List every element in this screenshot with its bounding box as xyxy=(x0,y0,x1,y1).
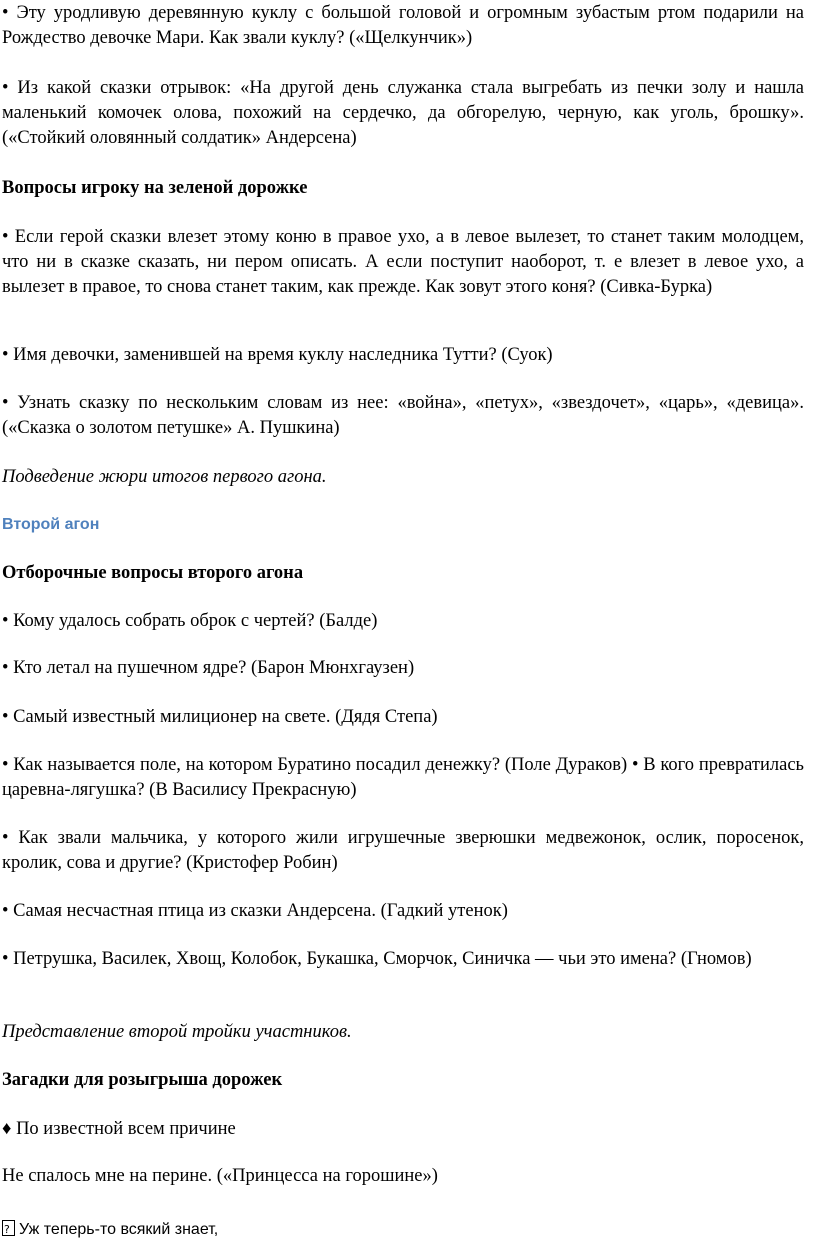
question-sivka-burka: • Если герой сказки влезет этому коню в правое ухо, а в левое вылезет, то станет таким молодцем, что ни в сказке сказать, ни пером описать. А если поступит наоборот, т. е влезет в левое ухо, а вылезет в правое, то снова станет таким, как прежде. Как зовут этого коня? (Сивка-Бурка) xyxy=(2,227,804,297)
question-balda: • Кому удалось собрать оброк с чертей? (Балде) xyxy=(2,611,378,631)
question-golden-cockerel: • Узнать сказку по нескольким словам из нее: «война», «петух», «звездочет», «царь», «девица». («Сказка о золотом петушке» А. Пушкина) xyxy=(2,393,804,438)
question-uncle-styopa: • Самый известный милиционер на свете. (Дядя Степа) xyxy=(2,707,438,727)
riddle-line-1: ♦ По известной всем причине xyxy=(2,1119,236,1139)
question-ugly-duckling: • Самая несчастная птица из сказки Андерсена. (Гадкий утенок) xyxy=(2,901,508,921)
missing-glyph-icon xyxy=(2,1220,15,1236)
question-tin-soldier: • Из какой сказки отрывок: «На другой день служанка стала выгребать из печки золу и нашла маленький комочек олова, похожий на сердечко, да обгорелую, черную, как уголь, брошку». («Стойкий оловянный солдатик» Андерсена) xyxy=(2,78,804,148)
question-gnomes: • Петрушка, Василек, Хвощ, Колобок, Букашка, Сморчок, Синичка — чьи это имена? (Гномов) xyxy=(2,949,752,969)
riddle-line-2: Не спалось мне на перине. («Принцесса на горошине») xyxy=(2,1166,438,1186)
question-munchausen: • Кто летал на пушечном ядре? (Барон Мюнхгаузен) xyxy=(2,658,415,678)
question-field-of-fools: • Как называется поле, на котором Буратино посадил денежку? (Поле Дураков) • В кого превратилась царевна-лягушка? (В Василису Прекрасную) xyxy=(2,755,804,800)
question-nutcracker: • Эту уродливую деревянную куклу с большой головой и огромным зубастым ртом подарили на Рождество девочке Мари. Как звали куклу? («Щелкунчик») xyxy=(2,3,804,48)
note-jury-first-agon: Подведение жюри итогов первого агона. xyxy=(2,467,327,487)
heading-qualifying-questions: Отборочные вопросы второго агона xyxy=(2,563,304,583)
heading-riddles: Загадки для розыгрыша дорожек xyxy=(2,1070,283,1090)
question-suok: • Имя девочки, заменившей на время куклу наследника Тутти? (Суок) xyxy=(2,345,553,365)
heading-green-path-questions: Вопросы игроку на зеленой дорожке xyxy=(2,178,308,198)
question-christopher-robin: • Как звали мальчика, у которого жили игрушечные зверюшки медвежонок, ослик, поросенок, кролик, сова и другие? (Кристофер Робин) xyxy=(2,828,804,873)
section-second-agon: Второй агон xyxy=(2,516,100,533)
riddle-line-3 xyxy=(2,1217,804,1242)
note-second-trio: Представление второй тройки участников. xyxy=(2,1022,352,1042)
riddle-line-3-text: Уж теперь-то всякий знает, xyxy=(19,1221,219,1238)
